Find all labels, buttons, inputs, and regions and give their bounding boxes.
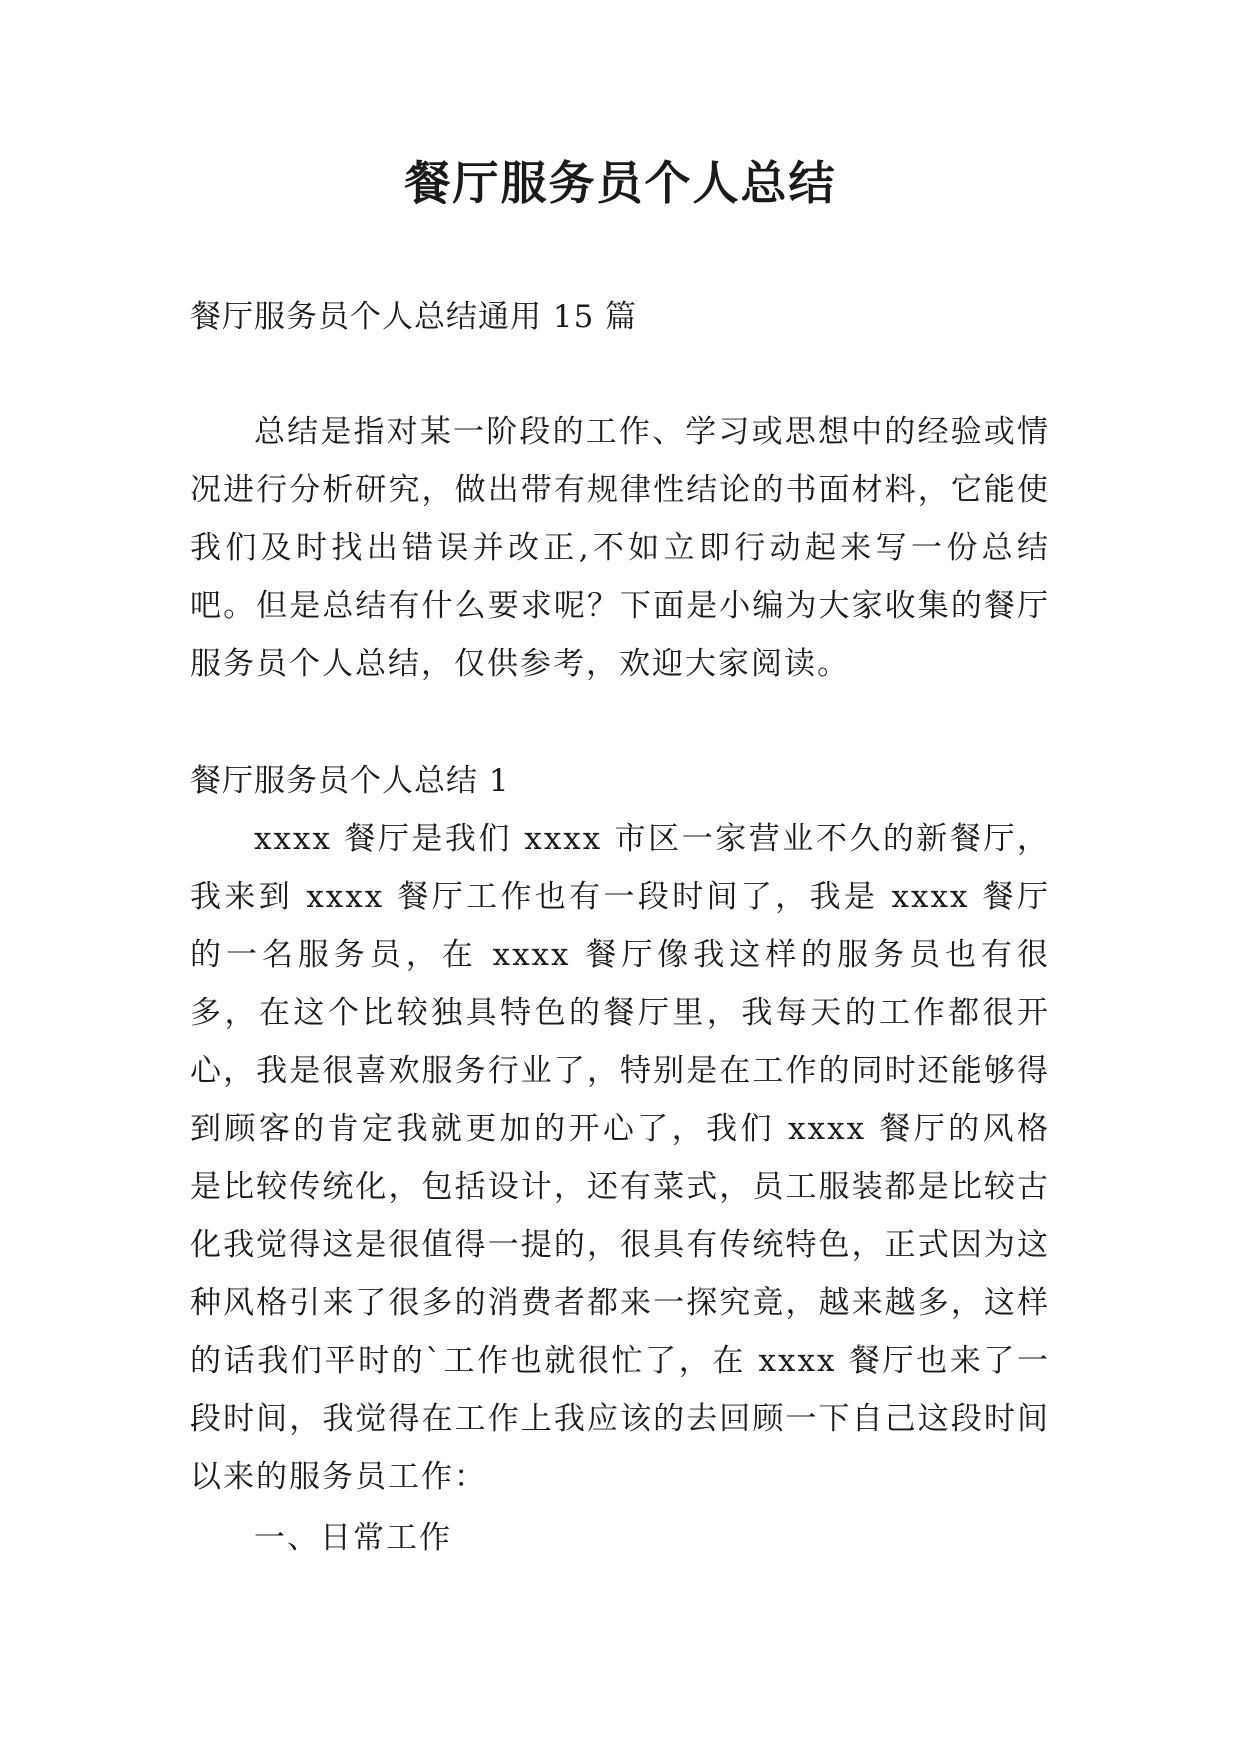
section-1-paragraph: xxxx 餐厅是我们 xxxx 市区一家营业不久的新餐厅，我来到 xxxx 餐厅工作也有一段时间了，我是 xxxx 餐厅的一名服务员，在 xxxx 餐厅像我这样的服务员也有很多，在这个比较独具特色的餐厅里，我每天的工作都很开心，我是很喜欢服务行业了，特别是在工作的同时还能够得到顾客的肯定我就更加的开心了，我们 xxxx 餐厅的风格是比较传统化，包括设计，还有菜式，员工服装都是比较古化我觉得这是很值得一提的，很具有传统特色，正式因为这种风格引来了很多的消费者都来一探究竟，越来越多，这样的话我们平时的`工作也就很忙了，在 xxxx 餐厅也来了一段时间，我觉得在工作上我应该的去回顾一下自己这段时间以来的服务员工作： xyxy=(190,821,1050,1495)
document-subtitle: 餐厅服务员个人总结通用 15 篇 xyxy=(190,299,638,335)
document-title: 餐厅服务员个人总结 xyxy=(404,156,837,210)
section-heading-1: 餐厅服务员个人总结 1 xyxy=(190,763,510,799)
list-heading-daily-work: 一、日常工作 xyxy=(254,1520,452,1556)
intro-paragraph: 总结是指对某一阶段的工作、学习或思想中的经验或情况进行分析研究，做出带有规律性结论的书面材料，它能使我们及时找出错误并改正,不如立即行动起来写一份总结吧。但是总结有什么要求呢？下面是小编为大家收集的餐厅服务员个人总结，仅供参考，欢迎大家阅读。 xyxy=(190,414,1050,682)
